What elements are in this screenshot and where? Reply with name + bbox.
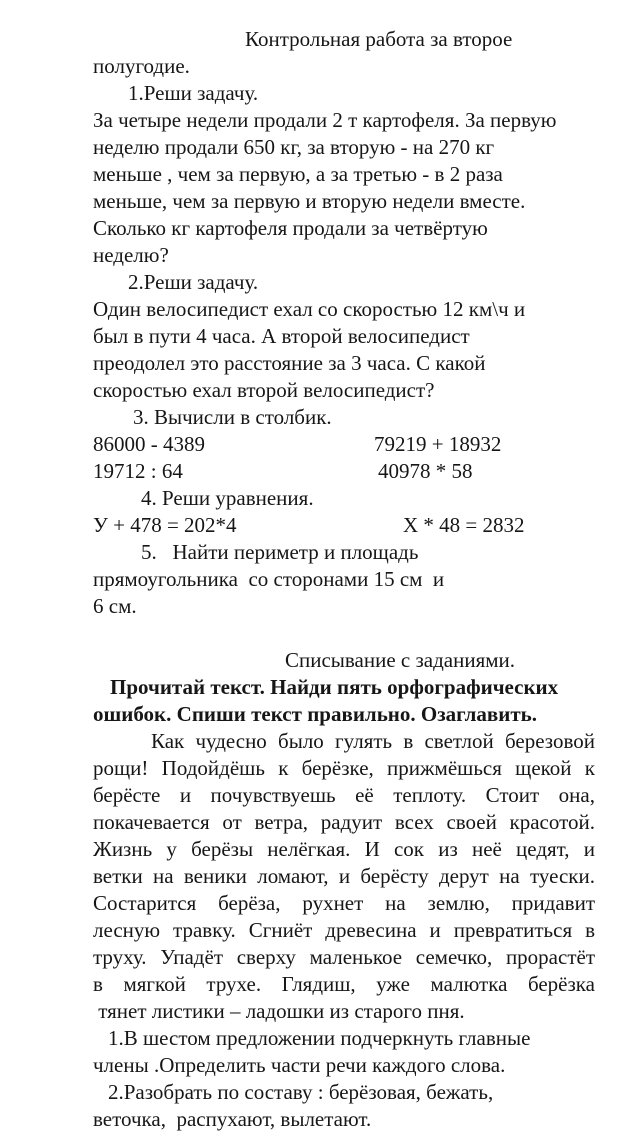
text-line: меньше , чем за первую, а за третью - в 2 раза <box>93 162 503 186</box>
text-line: неделю продали 650 кг, за вторую - на 270 кг <box>93 135 495 159</box>
text-line: 1.В шестом предложении подчеркнуть главные <box>108 1026 531 1050</box>
text-line: покачевается от ветра, радуит всех своей красотой. <box>93 810 595 834</box>
math-expression-right: 40978 * 58 <box>378 459 473 483</box>
text-line: труху. Упадёт сверху маленькое семечко, прорастёт <box>93 945 595 969</box>
math-expression-left: У + 478 = 202*4 <box>93 513 237 537</box>
text-line: 2.Реши задачу. <box>128 270 259 294</box>
text-line: 4. Реши уравнения. <box>141 486 314 510</box>
text-line: Прочитай текст. Найди пять орфографических <box>110 675 559 699</box>
text-line <box>93 458 595 485</box>
text-line: был в пути 4 часа. А второй велосипедист <box>93 324 470 348</box>
text-line <box>93 620 595 647</box>
text-line: берёсте и почувствуешь её теплоту. Стоит она, <box>93 783 595 807</box>
text-line: Контрольная работа за второе <box>245 27 513 51</box>
text-line: прямоугольника со сторонами 15 см и <box>93 567 445 591</box>
text-line: Списывание с заданиями. <box>285 648 516 672</box>
math-expression-right: Х * 48 = 2832 <box>403 513 525 537</box>
math-expression-left: 86000 - 4389 <box>93 432 205 456</box>
text-line: ветки на веники ломают, и берёсту дерут на туески. <box>93 864 595 888</box>
text-line: ошибок. Спиши текст правильно. Озаглавить. <box>93 702 538 726</box>
text-line: 2.Разобрать по составу : берёзовая, бежать, <box>108 1080 494 1104</box>
text-line: в мягкой трухе. Глядиш, уже малютка берёзка <box>93 972 595 996</box>
math-expression-left: 19712 : 64 <box>93 459 183 483</box>
text-line: За четыре недели продали 2 т картофеля. За первую <box>93 108 557 132</box>
text-line: Один велосипедист ехал со скоростью 12 км\ч и <box>93 297 526 321</box>
math-expression-right: 79219 + 18932 <box>374 432 502 456</box>
text-line: Состарится берёза, рухнет на землю, придавит <box>93 891 595 915</box>
text-line: 3. Вычисли в столбик. <box>133 405 332 429</box>
text-line: полугодие. <box>93 54 190 78</box>
text-line: веточка, распухают, вылетают. <box>93 1107 372 1131</box>
text-line: меньше, чем за первую и вторую недели вместе. <box>93 189 526 213</box>
text-line: тянет листики – ладошки из старого пня. <box>93 999 465 1023</box>
text-line <box>93 431 595 458</box>
text-line: 5. Найти периметр и площадь <box>141 540 419 564</box>
text-line: члены .Определить части речи каждого слова. <box>93 1053 506 1077</box>
text-line <box>93 512 595 539</box>
text-line: 1.Реши задачу. <box>128 81 259 105</box>
text-line: скоростью ехал второй велосипедист? <box>93 378 435 402</box>
text-line: Жизнь у берёзы нелёгкая. И сок из неё цедят, и <box>93 837 595 861</box>
text-line: Как чудесно было гулять в светлой березовой <box>151 729 595 753</box>
text-line: Сколько кг картофеля продали за четвёртую <box>93 216 488 240</box>
text-line: преодолел это расстояние за 3 часа. С какой <box>93 351 486 375</box>
text-line: рощи! Подойдёшь к берёзке, прижмёшься щекой к <box>93 756 595 780</box>
text-line: лесную травку. Сгниёт древесина и превратиться в <box>93 918 595 942</box>
text-line: неделю? <box>93 243 169 267</box>
text-line: 6 см. <box>93 594 137 618</box>
